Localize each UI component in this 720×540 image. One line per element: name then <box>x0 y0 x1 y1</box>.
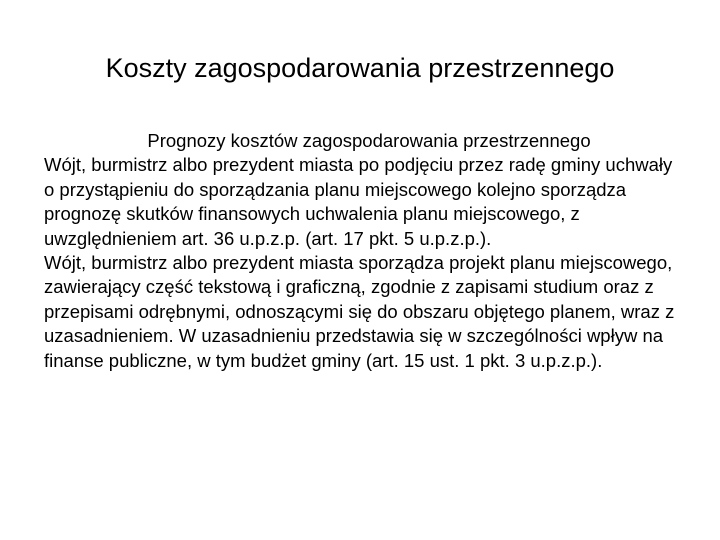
body-paragraph-2: Wójt, burmistrz albo prezydent miasta sporządza projekt planu miejscowego, zawierający część tekstową i graficzną, zgodnie z zapisami studium oraz z przepisami odrębnymi, odnoszącymi się do obszaru objętego planem, wraz z uzasadnieniem. W uzasadnieniu przedstawia się w szczególności wpływ na finanse publiczne, w tym budżet gminy (art. 15 ust. 1 pkt. 3 u.p.z.p.). <box>44 252 675 371</box>
section-subtitle: Prognozy kosztów zagospodarowania przestrzennego <box>147 130 591 151</box>
body-paragraph-1: Wójt, burmistrz albo prezydent miasta po podjęciu przez radę gminy uchwały o przystąpieniu do sporządzania planu miejscowego kolejno sporządza prognozę skutków finansowych uchwalenia planu miejscowego, z uwzględnieniem art. 36 u.p.z.p. (art. 17 pkt. 5 u.p.z.p.). <box>44 154 673 249</box>
slide-body <box>44 129 684 373</box>
slide-title: Koszty zagospodarowania przestrzennego <box>105 53 615 83</box>
